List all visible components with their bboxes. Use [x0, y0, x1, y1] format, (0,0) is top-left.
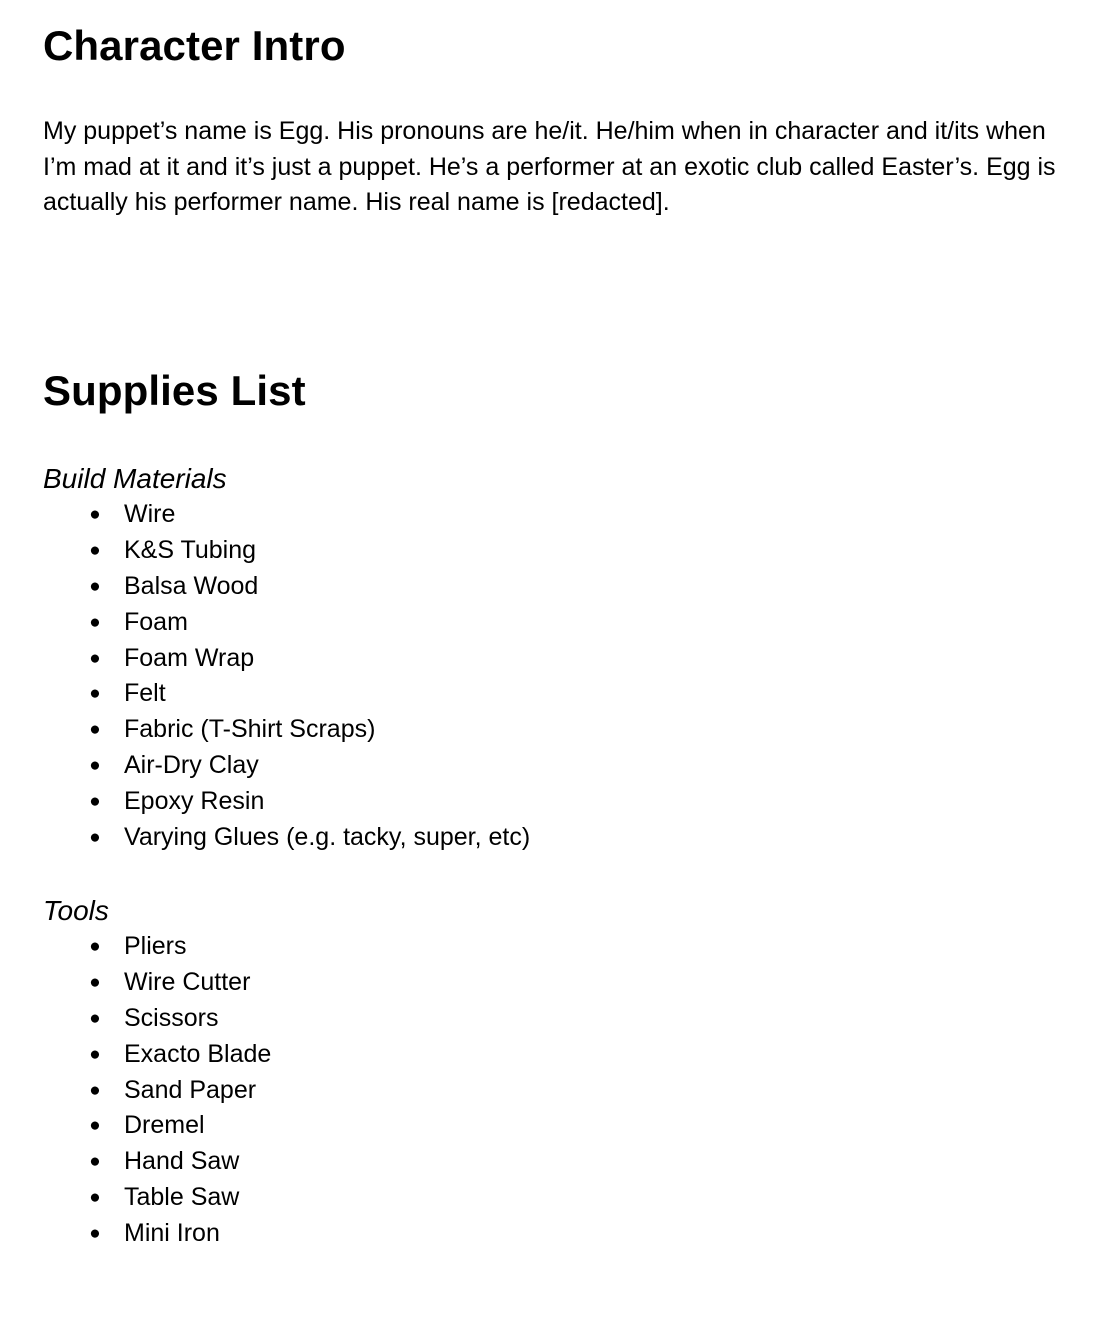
list-item-label: Pliers [124, 932, 187, 960]
bullet-icon: ● [89, 539, 101, 561]
list-item-label: Exacto Blade [124, 1039, 272, 1068]
list-item [43, 1001, 1083, 1037]
tools-subheading: Tools [43, 895, 109, 926]
bullet-icon: ● [89, 683, 101, 705]
list-item-label: Wire [124, 500, 176, 528]
list-item [43, 748, 1083, 784]
bullet-icon: ● [89, 1007, 101, 1029]
list-item-label: Varying Glues (e.g. tacky, super, etc) [124, 823, 531, 852]
list-item [43, 497, 1083, 533]
list-item [43, 533, 1083, 569]
build-materials-section [43, 461, 1083, 856]
list-item [43, 712, 1083, 748]
list-item-label: Hand Saw [124, 1147, 240, 1176]
list-item-label: Fabric (T-Shirt Scraps) [124, 715, 376, 744]
list-item [43, 929, 1083, 965]
list-item-label: Sand Paper [124, 1075, 257, 1104]
bullet-icon: ● [89, 575, 101, 597]
bullet-icon: ● [89, 1043, 101, 1065]
list-item [43, 1073, 1083, 1109]
list-item-label: Table Saw [124, 1183, 240, 1212]
bullet-icon: ● [89, 827, 101, 849]
bullet-icon: ● [89, 647, 101, 669]
list-item [43, 965, 1083, 1001]
list-item-label: Felt [124, 679, 166, 708]
list-item [43, 1216, 1083, 1252]
list-item-label: Foam Wrap [124, 643, 255, 672]
bullet-icon: ● [89, 719, 101, 741]
tools-section [43, 893, 1083, 1252]
list-item [43, 1037, 1083, 1073]
character-intro-heading: Character Intro [43, 22, 346, 69]
supplies-list-heading: Supplies List [43, 367, 306, 414]
list-item-label: Air-Dry Clay [124, 751, 259, 780]
character-intro-paragraph: My puppet’s name is Egg. His pronouns are he/it. He/him when in character and it/its when I’m mad at it and it’s just a puppet. He’s a performer at an exotic club called Easter’s. Egg is actually his performer name. His real name is [redacted]. [43, 117, 1056, 217]
bullet-icon: ● [89, 1115, 101, 1137]
bullet-icon: ● [89, 1187, 101, 1209]
list-item-label: Balsa Wood [124, 571, 259, 600]
bullet-icon: ● [89, 611, 101, 633]
bullet-icon: ● [89, 791, 101, 813]
list-item [43, 1108, 1083, 1144]
build-materials-subheading: Build Materials [43, 463, 227, 494]
list-item [43, 820, 1083, 856]
bullet-icon: ● [89, 504, 101, 525]
bullet-icon: ● [89, 1223, 101, 1245]
list-item-label: Foam [124, 607, 188, 636]
list-item-label: Dremel [124, 1111, 205, 1140]
build-materials-list [43, 497, 1083, 856]
list-item [43, 1144, 1083, 1180]
bullet-icon: ● [89, 1079, 101, 1101]
list-item [43, 1180, 1083, 1216]
bullet-icon: ● [89, 1151, 101, 1173]
list-item-label: Epoxy Resin [124, 787, 265, 816]
list-item [43, 569, 1083, 605]
list-item-label: Mini Iron [124, 1219, 220, 1248]
list-item-label: Scissors [124, 1003, 219, 1032]
bullet-icon: ● [89, 755, 101, 777]
bullet-icon: ● [89, 936, 101, 957]
list-item-label: Wire Cutter [124, 967, 251, 996]
bullet-icon: ● [89, 971, 101, 993]
list-item [43, 676, 1083, 712]
list-item [43, 784, 1083, 820]
tools-list [43, 929, 1083, 1252]
list-item-label: K&S Tubing [124, 535, 257, 564]
list-item [43, 605, 1083, 641]
list-item [43, 641, 1083, 677]
